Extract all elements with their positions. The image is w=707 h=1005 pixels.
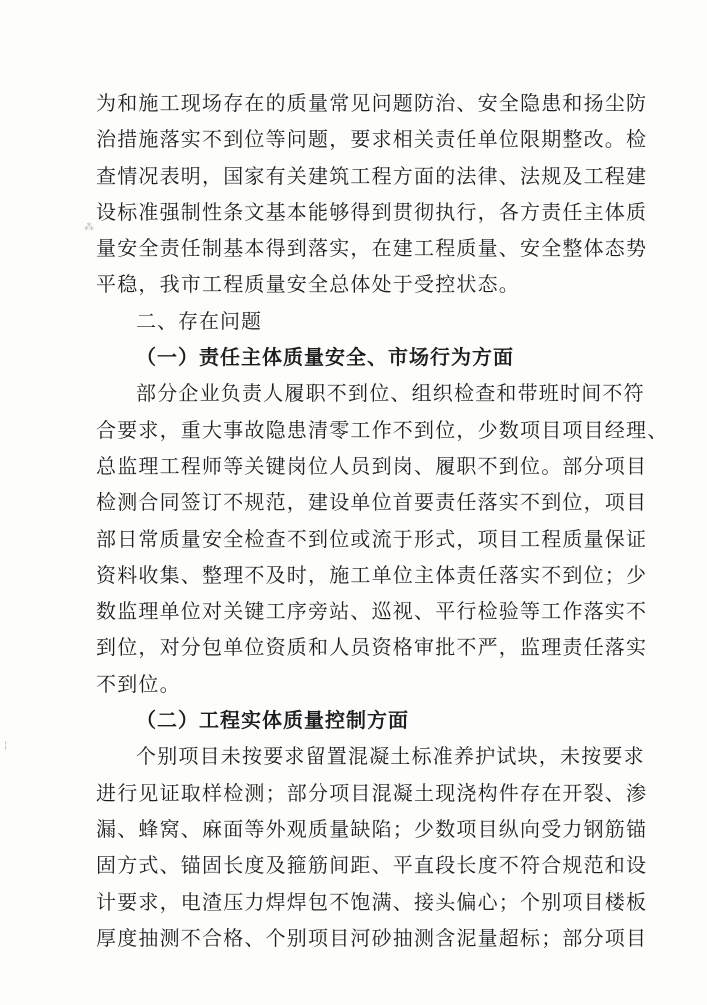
text-line: 平稳，我市工程质量安全总体处于受控状态。 [96, 272, 520, 297]
subsection-title-2: （二）工程实体质量控制方面 [136, 708, 409, 733]
text-line: 查情况表明，国家有关建筑工程方面的法律、法规及工程建 [96, 163, 648, 188]
text-line: 治措施落实不到位等问题，要求相关责任单位限期整改。检 [96, 127, 648, 152]
text-line: 合要求，重大事故隐患清零工作不到位，少数项目项目经理、 [96, 417, 669, 442]
text-line: 不到位。 [96, 671, 181, 696]
text-line: 进行见证取样检测；部分项目混凝土现浇构件存在开裂、渗 [96, 780, 648, 805]
paragraph-subsection-2 [96, 738, 648, 956]
section-title: 二、存在问题 [136, 308, 262, 333]
text-line: 部分企业负责人履职不到位、组织检查和带班时间不符 [136, 381, 645, 406]
text-line: 数监理单位对关键工序旁站、巡视、平行检验等工作落实不 [96, 599, 648, 624]
subsection-title-1: （一）责任主体质量安全、市场行为方面 [136, 345, 514, 370]
document-body [96, 85, 669, 956]
text-line: 量安全责任制基本得到落实，在建工程质量、安全整体态势 [96, 236, 648, 261]
text-line: 部日常质量安全检查不到位或流于形式，项目工程质量保证 [96, 526, 648, 551]
paragraph-intro [96, 85, 648, 303]
text-line: 计要求，电渣压力焊焊包不饱满、接头偏心；个别项目楼板 [96, 889, 648, 914]
text-line: 厚度抽测不合格、个别项目河砂抽测含泥量超标；部分项目 [96, 925, 648, 950]
text-line: 漏、蜂窝、麻面等外观质量缺陷；少数项目纵向受力钢筋锚 [96, 816, 648, 841]
text-line: 到位，对分包单位资质和人员资格审批不严，监理责任落实 [96, 635, 648, 660]
text-line: 设标准强制性条文基本能够得到贯彻执行，各方责任主体质 [96, 199, 648, 224]
text-line: 总监理工程师等关键岗位人员到岗、履职不到位。部分项目 [96, 453, 648, 478]
text-line: 个别项目未按要求留置混凝土标准养护试块，未按要求 [136, 744, 645, 769]
margin-mark: ¦ [4, 740, 8, 751]
paragraph-subsection-1 [96, 375, 669, 702]
text-line: 资料收集、整理不及时，施工单位主体责任落实不到位；少 [96, 562, 648, 587]
margin-mark: ⁂ [84, 222, 94, 233]
text-line: 检测合同签订不规范，建设单位首要责任落实不到位，项目 [96, 490, 648, 515]
text-line: 固方式、锚固长度及箍筋间距、平直段长度不符合规范和设 [96, 853, 648, 878]
text-line: 为和施工现场存在的质量常见问题防治、安全隐患和扬尘防 [96, 91, 648, 115]
